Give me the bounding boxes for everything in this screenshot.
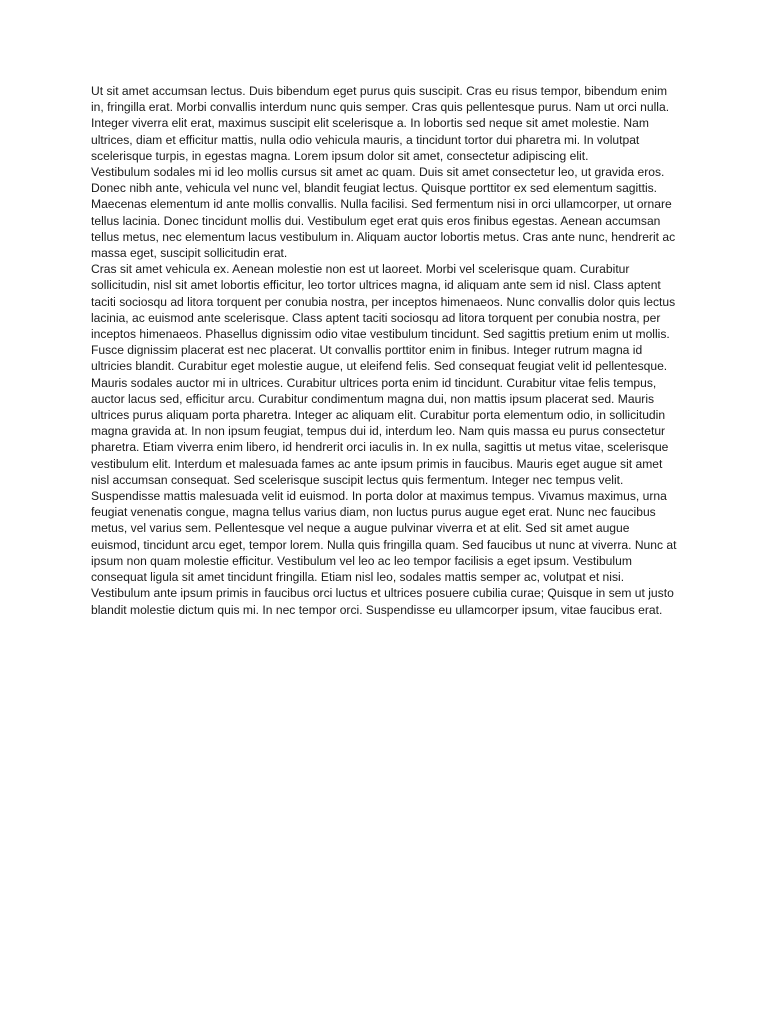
document-body [91, 83, 679, 618]
paragraph-2: Vestibulum sodales mi id leo mollis cursus sit amet ac quam. Duis sit amet consectetur leo, ut gravida eros. Donec nibh ante, vehicula vel nunc vel, blandit feugiat lectus. Quisque porttitor ex sed elementum sagittis. Maecenas elementum id ante mollis convallis. Nulla facilisi. Sed fermentum nisi in orci ullamcorper, ut ornare tellus lacinia. Donec tincidunt mollis dui. Vestibulum eget erat quis eros finibus egestas. Aenean accumsan tellus metus, nec elementum lacus vestibulum in. Aliquam auctor lobortis metus. Cras ante nunc, hendrerit ac massa eget, suscipit sollicitudin erat. [91, 165, 676, 261]
paragraph-3: Cras sit amet vehicula ex. Aenean molestie non est ut laoreet. Morbi vel scelerisque quam. Curabitur sollicitudin, nisl sit amet lobortis efficitur, leo tortor ultrices magna, id aliquam ante sem id nisl. Class aptent taciti sociosqu ad litora torquent per conubia nostra, per inceptos himenaeos. Nunc convallis dolor quis lectus lacinia, ac euismod ante scelerisque. Class aptent taciti sociosqu ad litora torquent per conubia nostra, per inceptos himenaeos. Phasellus dignissim odio vitae vestibulum tincidunt. Sed sagittis pretium enim ut mollis. Fusce dignissim placerat est nec placerat. Ut convallis porttitor enim in finibus. Integer rutrum magna id ultricies blandit. Curabitur eget molestie augue, ut eleifend felis. Sed consequat feugiat velit id pellentesque. Mauris sodales auctor mi in ultrices. Curabitur ultrices porta enim id tincidunt. Curabitur vitae felis tempus, auctor lacus sed, efficitur arcu. Curabitur condimentum magna dui, non mattis ipsum placerat sed. Mauris ultrices purus aliquam porta pharetra. Integer ac aliquam elit. Curabitur porta elementum odio, in sollicitudin magna gravida at. In non ipsum feugiat, tempus dui id, interdum leo. Nam quis massa eu purus consectetur pharetra. Etiam viverra enim libero, id hendrerit orci iaculis in. In ex nulla, sagittis ut metus vitae, scelerisque vestibulum elit. Interdum et malesuada fames ac ante ipsum primis in faucibus. Mauris eget augue sit amet nisl accumsan consequat. Sed scelerisque suscipit lectus quis fermentum. Integer nec tempus velit. [91, 262, 676, 487]
paragraph-1: Ut sit amet accumsan lectus. Duis bibendum eget purus quis suscipit. Cras eu risus tempor, bibendum enim in, fringilla erat. Morbi convallis interdum nunc quis semper. Cras quis pellentesque purus. Nam ut orci nulla. Integer viverra elit erat, maximus suscipit elit scelerisque a. In lobortis sed neque sit amet molestie. Nam ultrices, diam et efficitur mattis, nulla odio vehicula mauris, a tincidunt tortor dui pharetra mi. In volutpat scelerisque turpis, in egestas magna. Lorem ipsum dolor sit amet, consectetur adipiscing elit. [91, 84, 670, 163]
paragraph-4: Suspendisse mattis malesuada velit id euismod. In porta dolor at maximus tempus. Vivamus maximus, urna feugiat venenatis congue, magna tellus varius diam, non luctus purus augue eget erat. Nunc nec faucibus metus, vel varius sem. Pellentesque vel neque a augue pulvinar viverra et at elit. Sed sit amet augue euismod, tincidunt arcu eget, tempor lorem. Nulla quis fringilla quam. Sed faucibus ut nunc at viverra. Nunc at ipsum non quam molestie efficitur. Vestibulum vel leo ac leo tempor facilisis a eget ipsum. Vestibulum consequat ligula sit amet tincidunt fringilla. Etiam nisl leo, sodales mattis semper ac, volutpat et nisi. Vestibulum ante ipsum primis in faucibus orci luctus et ultrices posuere cubilia curae; Quisque in sem ut justo blandit molestie dictum quis mi. In nec tempor orci. Suspendisse eu ullamcorper ipsum, vitae faucibus erat. [91, 489, 677, 617]
